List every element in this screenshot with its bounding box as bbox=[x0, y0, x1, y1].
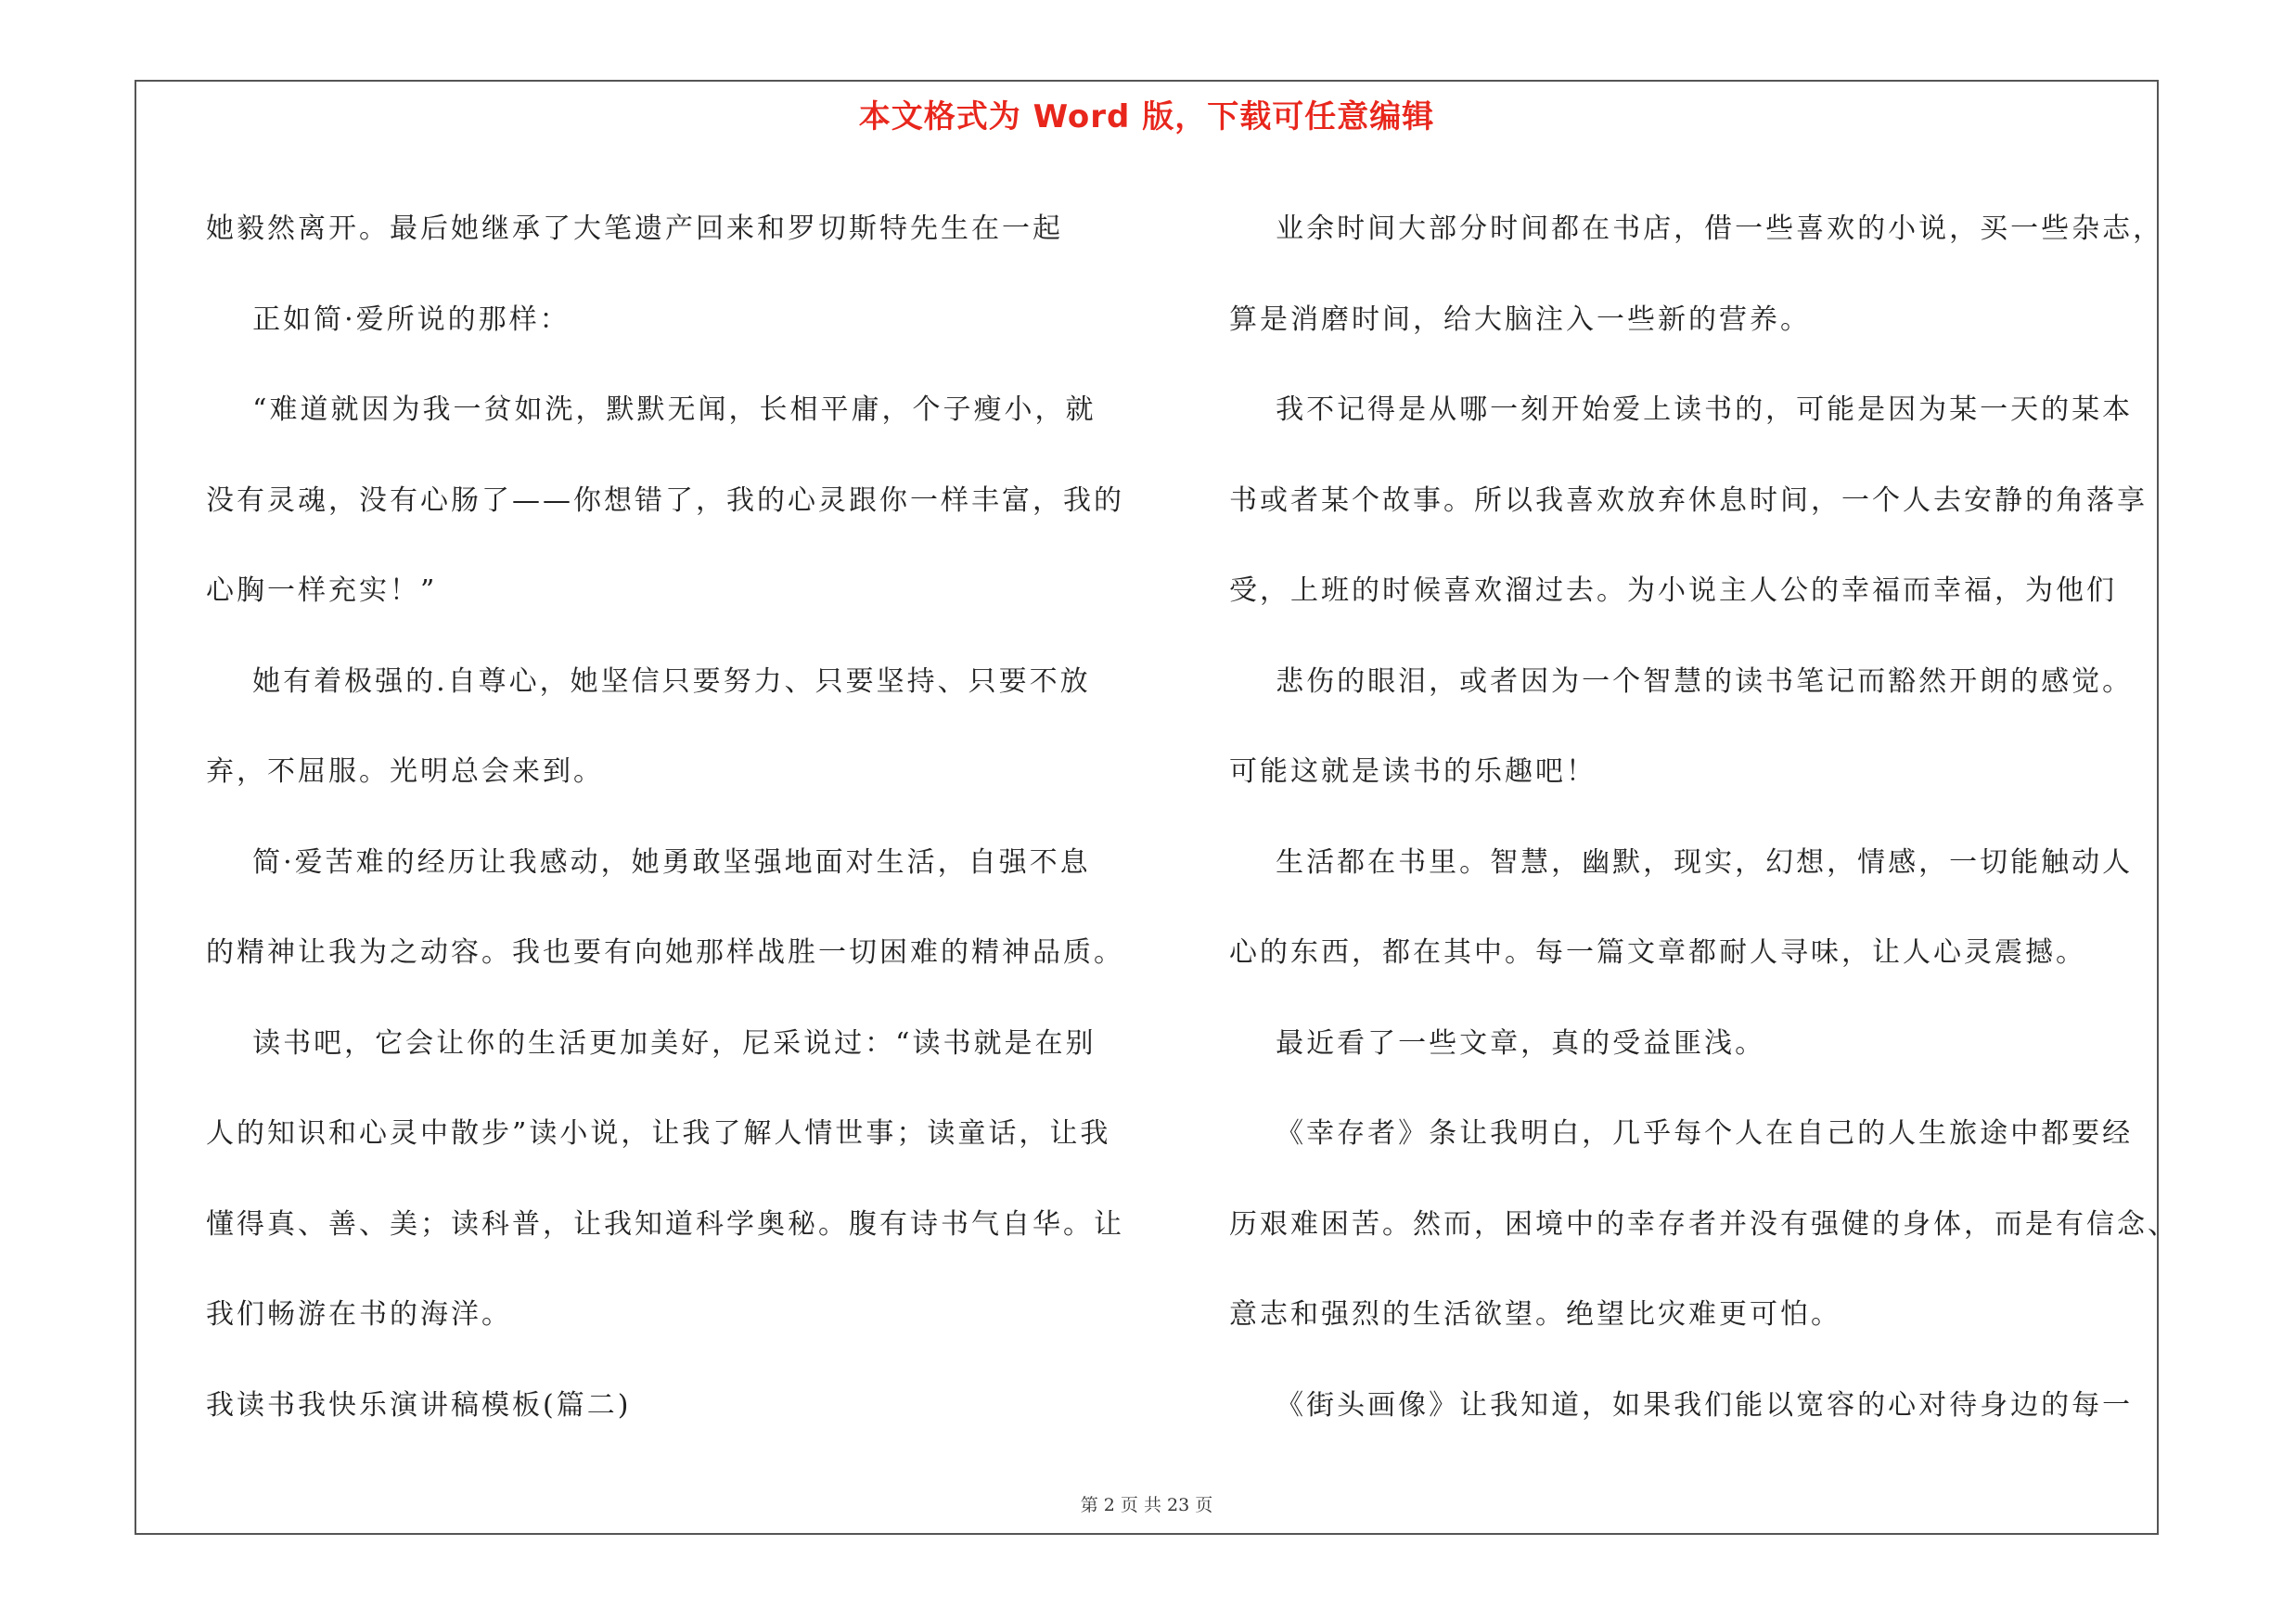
text-line: 受，上班的时候喜欢溜过去。为小说主人公的幸福而幸福，为他们 bbox=[1229, 574, 2117, 607]
right-column bbox=[1229, 184, 2178, 1450]
text-line: “难道就因为我一贫如洗，默默无闻，长相平庸，个子瘦小，就 bbox=[206, 393, 1097, 426]
text-line: 简·爱苦难的经历让我感动，她勇敢坚强地面对生活，自强不息 bbox=[206, 845, 1091, 879]
text-line: 正如简·爱所说的那样： bbox=[206, 303, 571, 336]
format-banner: 本文格式为 Word 版，下载可任意编辑 bbox=[858, 98, 1435, 135]
text-line: 心的东西，都在其中。每一篇文章都耐人寻味，让人心灵震撼。 bbox=[1229, 936, 2086, 969]
section-heading: 我读书我快乐演讲稿模板(篇二) bbox=[206, 1388, 632, 1422]
text-line: 《幸存者》条让我明白，几乎每个人在自己的人生旅途中都要经 bbox=[1229, 1117, 2134, 1150]
text-line: 她有着极强的.自尊心，她坚信只要努力、只要坚持、只要不放 bbox=[206, 664, 1091, 698]
text-line: 读书吧，它会让你的生活更加美好，尼采说过：“读书就是在别 bbox=[206, 1026, 1097, 1060]
text-line: 悲伤的眼泪，或者因为一个智慧的读书笔记而豁然开朗的感觉。 bbox=[1229, 664, 2134, 698]
text-line: 业余时间大部分时间都在书店，借一些喜欢的小说，买一些杂志， bbox=[1229, 213, 2164, 245]
page-number: 第 2 页 共 23 页 bbox=[1080, 1495, 1213, 1515]
text-line: 人的知识和心灵中散步”读小说，让我了解人情世事；读童话，让我 bbox=[206, 1117, 1111, 1150]
text-line: 生活都在书里。智慧，幽默，现实，幻想，情感，一切能触动人 bbox=[1229, 845, 2134, 879]
text-line: 《街头画像》让我知道，如果我们能以宽容的心对待身边的每一 bbox=[1229, 1388, 2134, 1422]
text-line: 可能这就是读书的乐趣吧！ bbox=[1229, 755, 1597, 788]
text-line: 懂得真、善、美；读科普，让我知道科学奥秘。腹有诗书气自华。让 bbox=[206, 1207, 1124, 1241]
text-line: 历艰难困苦。然而，困境中的幸存者并没有强健的身体，而是有信念、 bbox=[1229, 1207, 2178, 1241]
text-line: 最近看了一些文章，真的受益匪浅。 bbox=[1229, 1026, 1766, 1060]
text-line: 弃，不屈服。光明总会来到。 bbox=[206, 755, 604, 788]
text-line: 的精神让我为之动容。我也要有向她那样战胜一切困难的精神品质。 bbox=[206, 936, 1124, 969]
text-line: 我们畅游在书的海洋。 bbox=[206, 1298, 512, 1331]
text-line: 书或者某个故事。所以我喜欢放弃休息时间，一个人去安静的角落享 bbox=[1229, 483, 2148, 517]
page-frame bbox=[135, 80, 2178, 1535]
text-line: 意志和强烈的生活欲望。绝望比灾难更可怕。 bbox=[1229, 1298, 1841, 1331]
text-line: 算是消磨时间，给大脑注入一些新的营养。 bbox=[1229, 303, 1811, 336]
text-line: 没有灵魂，没有心肠了——你想错了，我的心灵跟你一样丰富，我的 bbox=[206, 483, 1124, 517]
text-line: 心胸一样充实！” bbox=[206, 574, 438, 607]
text-line: 我不记得是从哪一刻开始爱上读书的，可能是因为某一天的某本 bbox=[1229, 393, 2134, 426]
left-column bbox=[206, 184, 1134, 1450]
text-line: 她毅然离开。最后她继承了大笔遗产回来和罗切斯特先生在一起 bbox=[206, 213, 1063, 245]
